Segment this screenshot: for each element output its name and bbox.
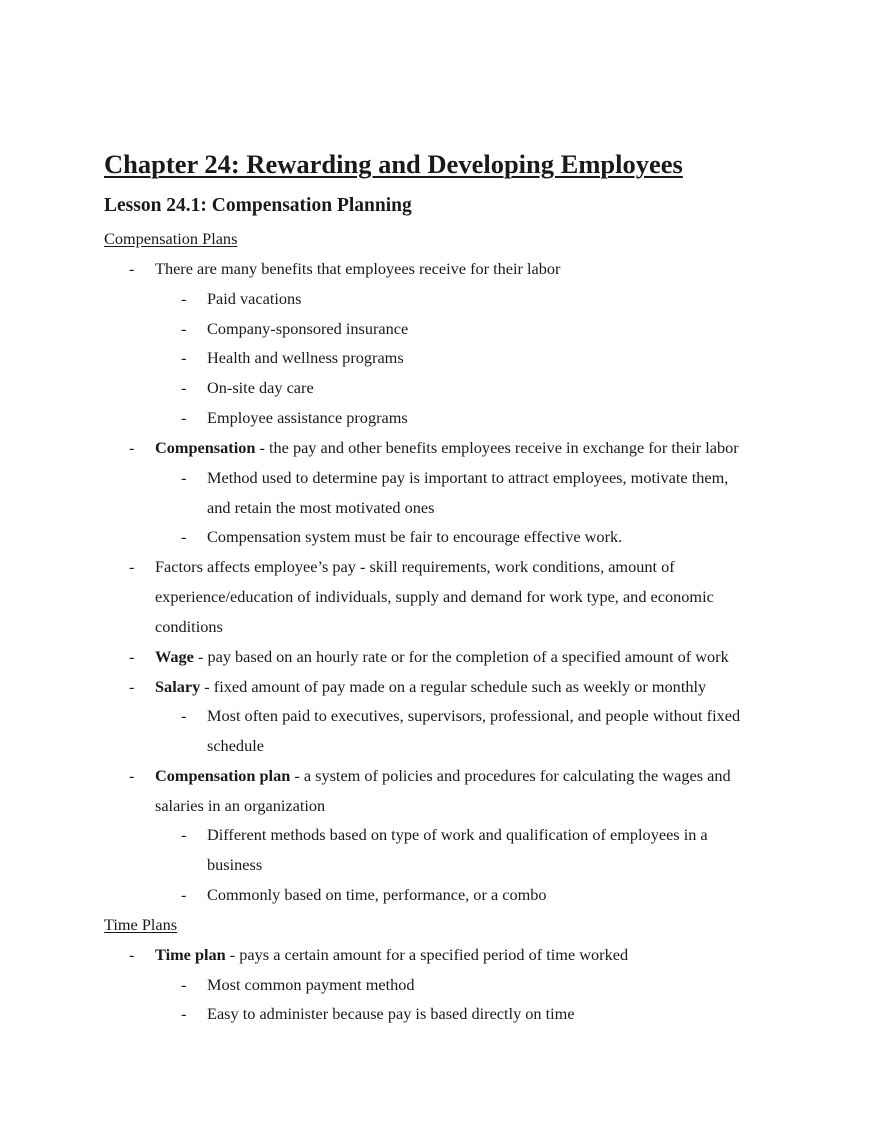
definition-item-compensation — [155, 438, 739, 458]
lesson-title: Lesson 24.1: Compensation Planning — [104, 195, 412, 216]
bullet-dash: - — [129, 945, 135, 964]
bullet-dash: - — [129, 647, 135, 666]
bullet-dash: - — [129, 766, 135, 785]
bullet-dash: - — [181, 378, 187, 397]
sub-list-item: Easy to administer because pay is based directly on time — [207, 1004, 575, 1023]
bullet-dash: - — [181, 348, 187, 367]
bullet-dash: - — [181, 825, 187, 844]
sub-list-item-continuation: and retain the most motivated ones — [207, 498, 435, 517]
bullet-dash: - — [181, 289, 187, 308]
sub-list-item-continuation: schedule — [207, 736, 264, 755]
bullet-dash: - — [129, 259, 135, 278]
sub-list-item-continuation: business — [207, 855, 263, 874]
bullet-dash: - — [129, 438, 135, 457]
definition-text: - fixed amount of pay made on a regular schedule such as weekly or monthly — [200, 677, 707, 696]
bullet-dash: - — [181, 319, 187, 338]
sub-list-item: Company-sponsored insurance — [207, 319, 409, 338]
definition-text: - pays a certain amount for a specified period of time worked — [225, 945, 629, 964]
list-item-continuation: conditions — [155, 617, 223, 636]
bullet-dash: - — [181, 1004, 187, 1023]
definition-text: - the pay and other benefits employees receive in exchange for their labor — [255, 438, 739, 457]
definition-text: - a system of policies and procedures for calculating the wages and — [290, 766, 731, 785]
term-compensation: Compensation — [155, 438, 256, 457]
definition-item-compensation-plan — [155, 766, 731, 786]
term-wage: Wage — [155, 647, 194, 666]
term-time-plan: Time plan — [155, 945, 226, 964]
definition-text: - pay based on an hourly rate or for the completion of a specified amount of work — [193, 647, 729, 666]
section-heading-compensation-plans: Compensation Plans — [104, 229, 238, 248]
term-salary: Salary — [155, 677, 201, 696]
bullet-dash: - — [181, 468, 187, 487]
bullet-dash: - — [181, 706, 187, 725]
sub-list-item: Different methods based on type of work and qualification of employees in a — [207, 825, 708, 844]
bullet-dash: - — [129, 677, 135, 696]
sub-list-item: Method used to determine pay is important to attract employees, motivate them, — [207, 468, 729, 487]
term-compensation-plan: Compensation plan — [155, 766, 291, 785]
sub-list-item: On-site day care — [207, 378, 314, 397]
sub-list-item: Compensation system must be fair to encourage effective work. — [207, 527, 623, 546]
bullet-dash: - — [181, 885, 187, 904]
sub-list-item: Paid vacations — [207, 289, 302, 308]
sub-list-item: Most common payment method — [207, 975, 415, 994]
list-item-continuation: salaries in an organization — [155, 796, 326, 815]
sub-list-item: Most often paid to executives, supervisors, professional, and people without fixed — [207, 706, 741, 725]
list-item: Factors affects employee’s pay - skill requirements, work conditions, amount of — [155, 557, 675, 576]
bullet-dash: - — [129, 557, 135, 576]
section-heading-time-plans: Time Plans — [104, 915, 178, 934]
definition-item-wage — [155, 647, 729, 667]
sub-list-item: Health and wellness programs — [207, 348, 404, 367]
chapter-title: Chapter 24: Rewarding and Developing Employees — [104, 149, 683, 179]
list-item-continuation: experience/education of individuals, supply and demand for work type, and economic — [155, 587, 714, 606]
definition-item-salary — [155, 677, 706, 697]
list-item: There are many benefits that employees receive for their labor — [155, 259, 561, 278]
sub-list-item: Employee assistance programs — [207, 408, 408, 427]
bullet-dash: - — [181, 527, 187, 546]
bullet-dash: - — [181, 975, 187, 994]
sub-list-item: Commonly based on time, performance, or a combo — [207, 885, 547, 904]
definition-item-time-plan — [155, 945, 628, 965]
bullet-dash: - — [181, 408, 187, 427]
